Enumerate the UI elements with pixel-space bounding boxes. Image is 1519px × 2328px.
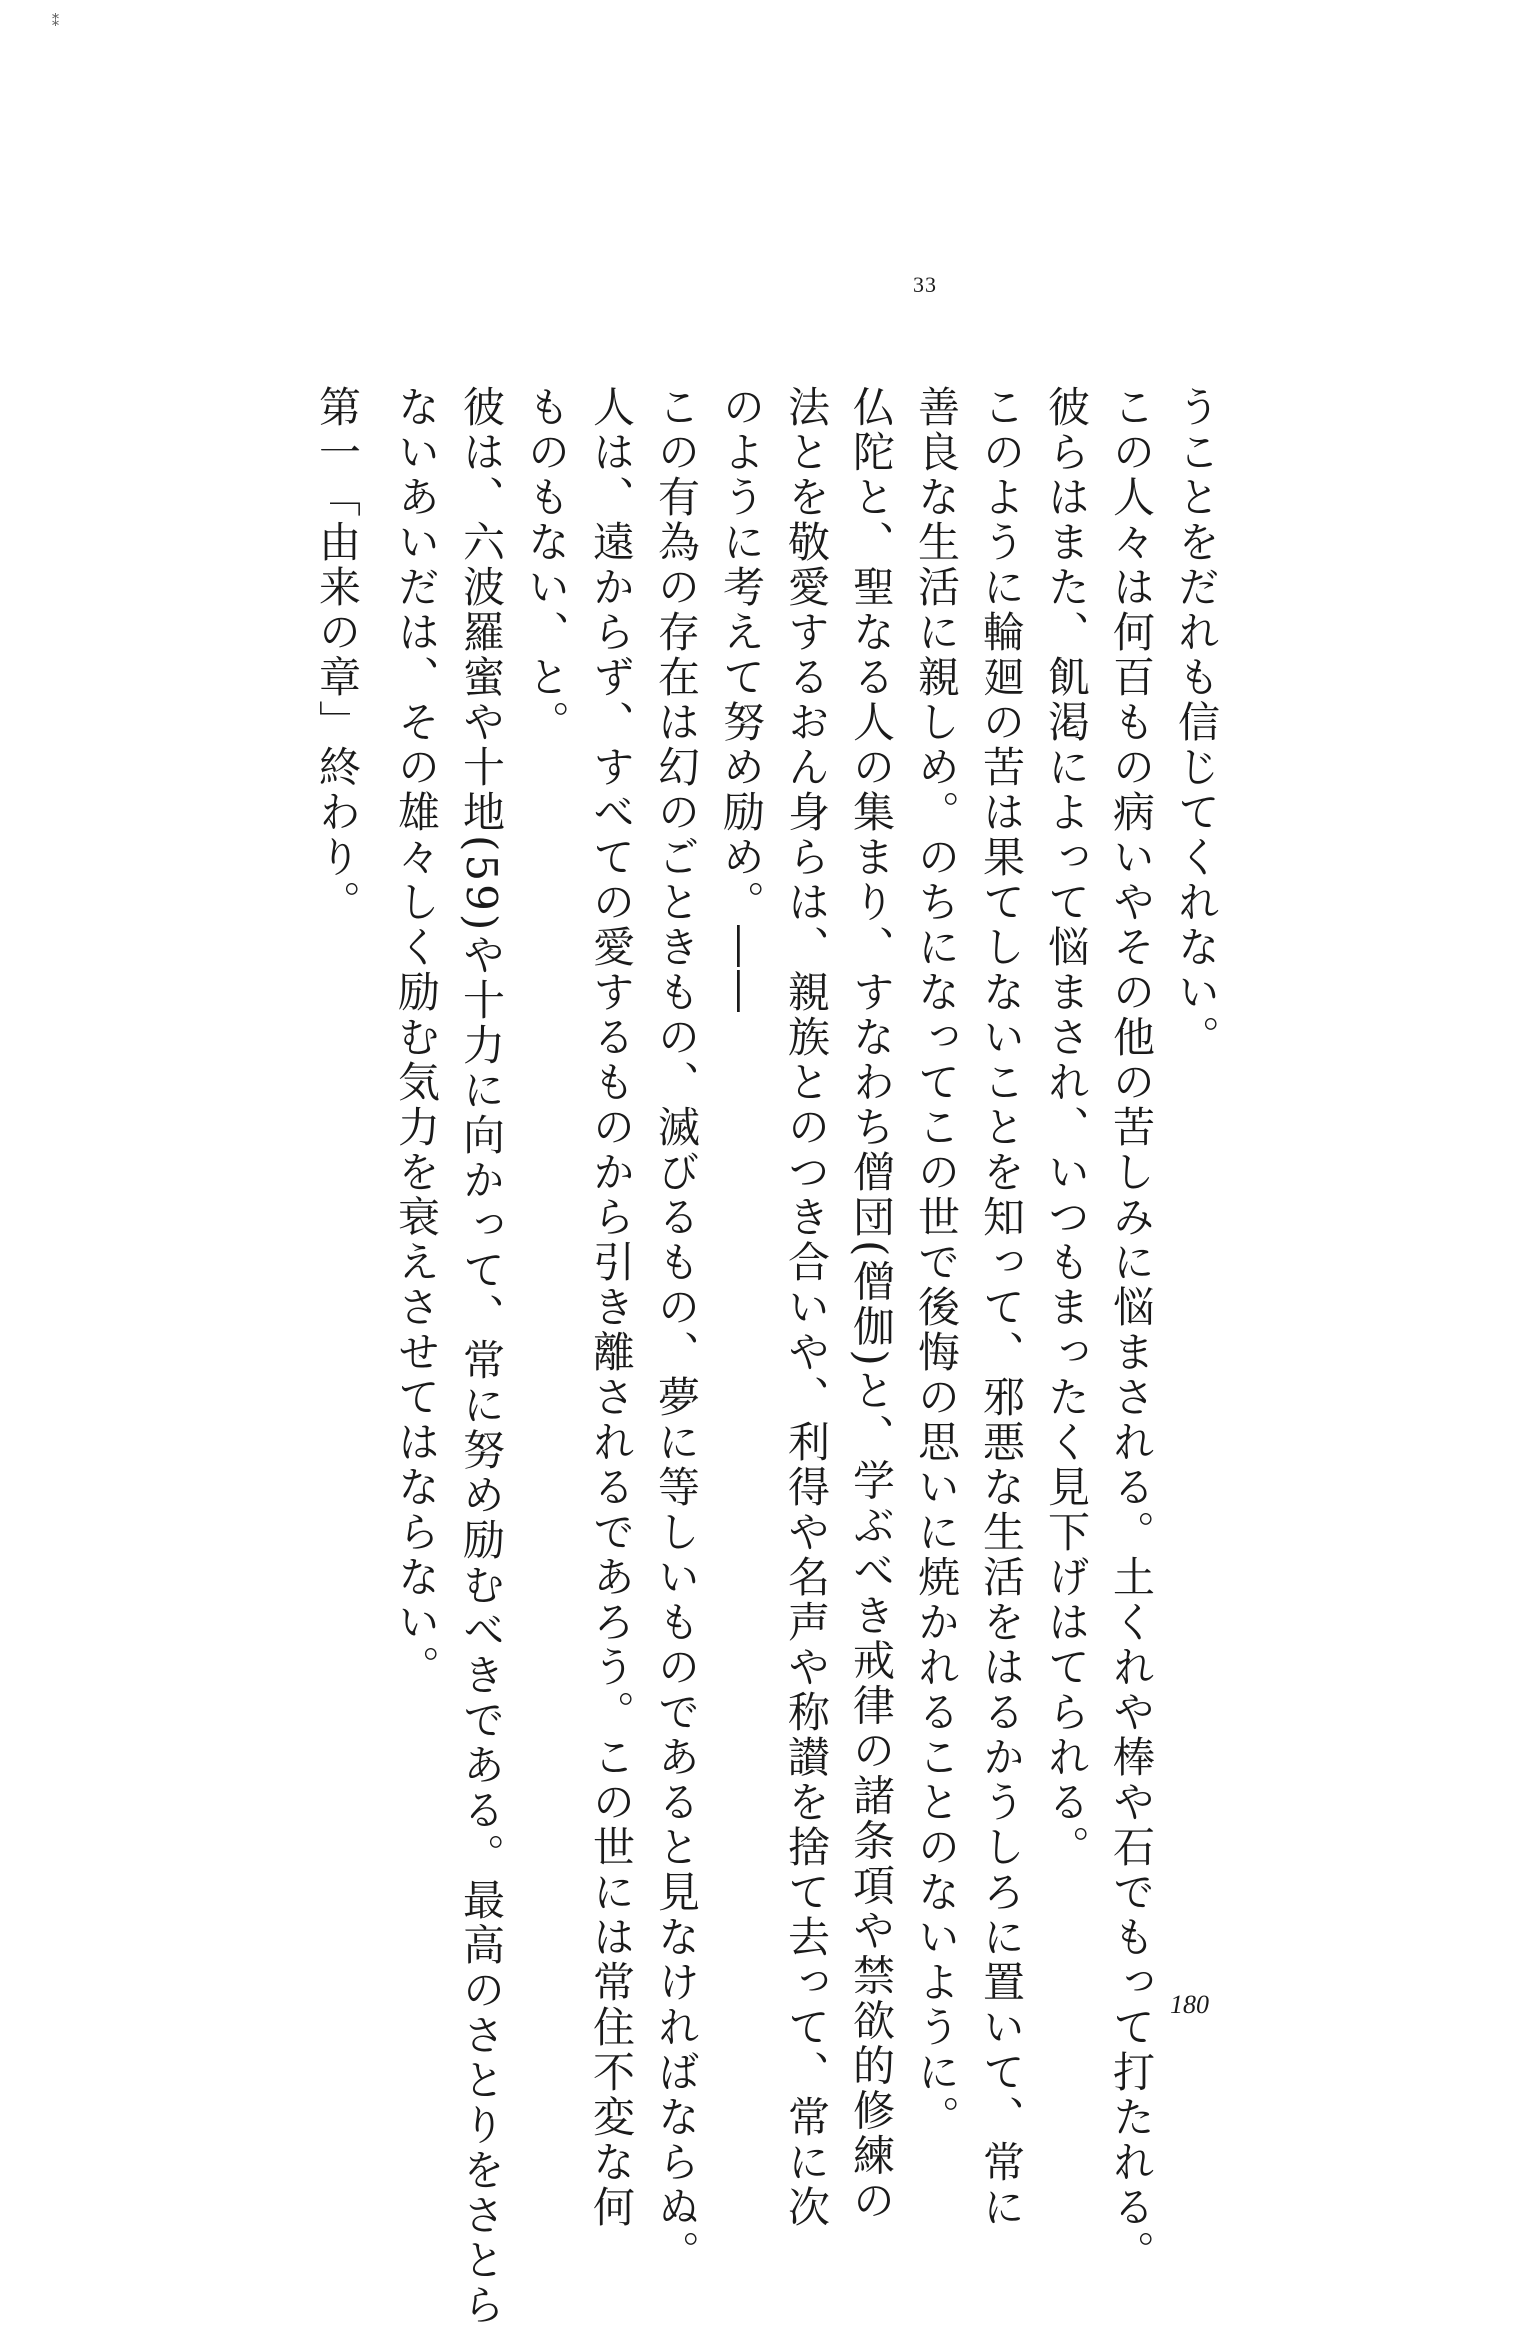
text-line: ものもない、と。 xyxy=(522,385,571,745)
text-line: ないあいだは、その雄々しく励む気力を衰えさせてはならない。 xyxy=(392,385,441,1690)
text-line: のように考えて努め励め。―― xyxy=(717,385,766,1015)
top-page-number: 33 xyxy=(913,272,937,297)
text-line: このように輪廻の苦は果てしないことを知って、邪悪な生活をはるかうしろに置いて、常に xyxy=(977,385,1026,2230)
text-line: 仏陀と、聖なる人の集まり、すなわち僧団(僧伽)と、学ぶべき戒律の諸条項や禁欲的修練の xyxy=(847,385,896,2224)
text-line: 善良な生活に親しめ。のちになってこの世で後悔の思いに焼かれることのないように。 xyxy=(912,385,961,2140)
text-line: うことをだれも信じてくれない。 xyxy=(1172,385,1221,1060)
text-line: この人々は何百もの病いやその他の苦しみに悩まされる。土くれや棒や石でもって打たれる。 xyxy=(1107,385,1156,2275)
chapter-end-note: 第一「由来の章」終わり。 xyxy=(313,385,362,925)
bottom-page-number: 180 xyxy=(1170,1990,1209,2019)
text-line: この有為の存在は幻のごときもの、滅びるもの、夢に等しいものであると見なければならぬ。 xyxy=(652,385,701,2275)
text-line: 彼らはまた、飢渇によって悩まされ、いつもまったく見下げはてられる。 xyxy=(1042,385,1091,1870)
scan-mark: ⁑ xyxy=(52,14,59,30)
text-line: 人は、遠からず、すべての愛するものから引き離されるであろう。この世には常住不変な何 xyxy=(587,385,636,2230)
body-text xyxy=(384,385,1229,2328)
text-line: 彼は、六波羅蜜や十地(59)や十力に向かって、常に努め励むべきである。最高のさとりをさとら xyxy=(457,385,506,2328)
text-line: 法とを敬愛するおん身らは、親族とのつき合いや、利得や名声や称讃を捨て去って、常に次 xyxy=(782,385,831,2230)
